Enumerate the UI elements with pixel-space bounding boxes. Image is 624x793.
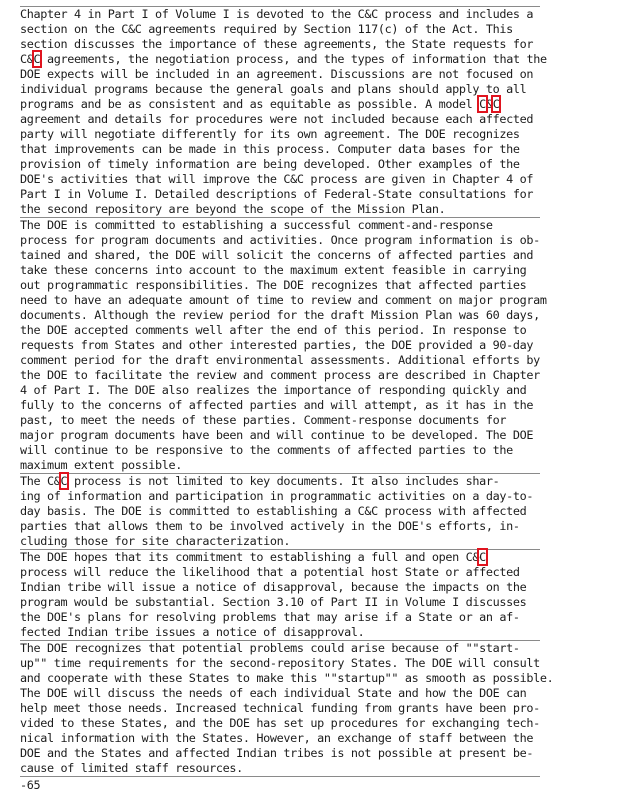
paragraph-startup [20, 640, 554, 777]
text-line: fully to the concerns of affected parties and will attempt, as it has in the [20, 398, 534, 412]
text-line: need to have an adequate amount of time to review and comment on major program [20, 293, 547, 307]
text-line: provision of timely information are being developed. Other examples of the [20, 157, 520, 171]
text-line: cluding those for site characterization. [20, 534, 291, 548]
text-line: DOE and the States and affected Indian tribes is not possible at present be- [20, 746, 534, 760]
text-line: the DOE to facilitate the review and comment process are described in Chapter [20, 368, 540, 382]
text-line: will continue to be responsive to the comments of affected parties to the [20, 443, 513, 457]
text-line: Part I in Volume I. Detailed descriptions of Federal-State consultations for [20, 187, 534, 201]
text-line: Chapter 4 in Part I of Volume I is devoted to the C&C process and includes a [20, 7, 534, 21]
text-line: Indian tribe will issue a notice of disapproval, because the impacts on the [20, 580, 527, 594]
text-line: cause of limited staff resources. [20, 761, 243, 775]
highlight-box: C [479, 97, 486, 111]
paragraph-cc-agreements [20, 6, 547, 218]
text-line: the second repository are beyond the scope of the Mission Plan. [20, 202, 446, 216]
text-line: comment period for the draft environmental assessments. Additional efforts by [20, 353, 540, 367]
text-line: up"" time requirements for the second-repository States. The DOE will consult [20, 656, 540, 670]
text-line: process will reduce the likelihood that a potential host State or affected [20, 565, 520, 579]
text-line: individual programs because the general goals and plans should apply to all [20, 82, 527, 96]
text-line: ing of information and participation in programmatic activities on a day-to- [20, 489, 534, 503]
text-line: out programmatic responsibilities. The DOE recognizes that affected parties [20, 278, 527, 292]
paragraph-cc-process [20, 473, 540, 550]
text-line: past, to meet the needs of these parties. Comment-response documents for [20, 413, 507, 427]
text-line: The DOE recognizes that potential problems could arise because of ""start- [20, 641, 520, 655]
text-line: take these concerns into account to the maximum extent feasible in carrying [20, 263, 527, 277]
highlight-box: C [492, 97, 500, 111]
document-page [20, 6, 554, 793]
text-line: C&C agreements, the negotiation process, and the types of information that the [20, 52, 547, 66]
text-line: agreement and details for procedures were not included because each affected [20, 112, 534, 126]
paragraph-comment-response [20, 217, 547, 474]
text-line: major program documents have been and will continue to be developed. The DOE [20, 428, 534, 442]
text-line: section discusses the importance of these agreements, the State requests for [20, 37, 534, 51]
text-line: documents. Although the review period for the draft Mission Plan was 60 days, [20, 308, 540, 322]
text-line: day basis. The DOE is committed to establishing a C&C process with affected [20, 504, 527, 518]
text-line: DOE's activities that will improve the C&C process are given in Chapter 4 of [20, 172, 534, 186]
text-line: The DOE will discuss the needs of each individual State and how the DOE can [20, 686, 527, 700]
text-line: tained and shared, the DOE will solicit the concerns of affected parties and [20, 248, 534, 262]
text-line: that improvements can be made in this process. Computer data bases for the [20, 142, 520, 156]
page-number: -65 [20, 778, 41, 792]
text-line: 4 of Part I. The DOE also realizes the importance of responding quickly and [20, 383, 527, 397]
highlight-box: C [60, 474, 68, 488]
text-line: process for program documents and activities. Once program information is ob- [20, 233, 540, 247]
text-line: requests from States and other interested parties, the DOE provided a 90-day [20, 338, 534, 352]
text-line: party will negotiate differently for its own agreement. The DOE recognizes [20, 127, 520, 141]
text-line: the DOE's plans for resolving problems that may arise if a State or an af- [20, 610, 520, 624]
paragraph-open-cc [20, 549, 540, 641]
text-line: fected Indian tribe issues a notice of disapproval. [20, 625, 365, 639]
text-line: section on the C&C agreements required by Section 117(c) of the Act. This [20, 22, 513, 36]
text-line: The DOE hopes that its commitment to establishing a full and open C&C [20, 550, 486, 564]
highlight-box: C [33, 52, 41, 66]
text-line: help meet those needs. Increased technical funding from grants have been pro- [20, 701, 540, 715]
text-line: the DOE accepted comments well after the end of this period. In response to [20, 323, 527, 337]
text-line: vided to these States, and the DOE has set up procedures for exchanging tech- [20, 716, 540, 730]
text-line: and cooperate with these States to make this ""startup"" as smooth as possible. [20, 671, 554, 685]
text-line: The C&C process is not limited to key documents. It also includes shar- [20, 474, 500, 488]
text-line: DOE expects will be included in an agreement. Discussions are not focused on [20, 67, 534, 81]
text-line: The DOE is committed to establishing a successful comment-and-response [20, 218, 493, 232]
text-line: program would be substantial. Section 3.10 of Part II in Volume I discusses [20, 595, 527, 609]
highlight-box: C [479, 550, 486, 564]
text-line: parties that allows them to be involved actively in the DOE's efforts, in- [20, 519, 520, 533]
text-line: nical information with the States. However, an exchange of staff between the [20, 731, 534, 745]
text-line: programs and be as consistent and as equitable as possible. A model C&C [20, 97, 500, 111]
text-line: maximum extent possible. [20, 458, 183, 472]
